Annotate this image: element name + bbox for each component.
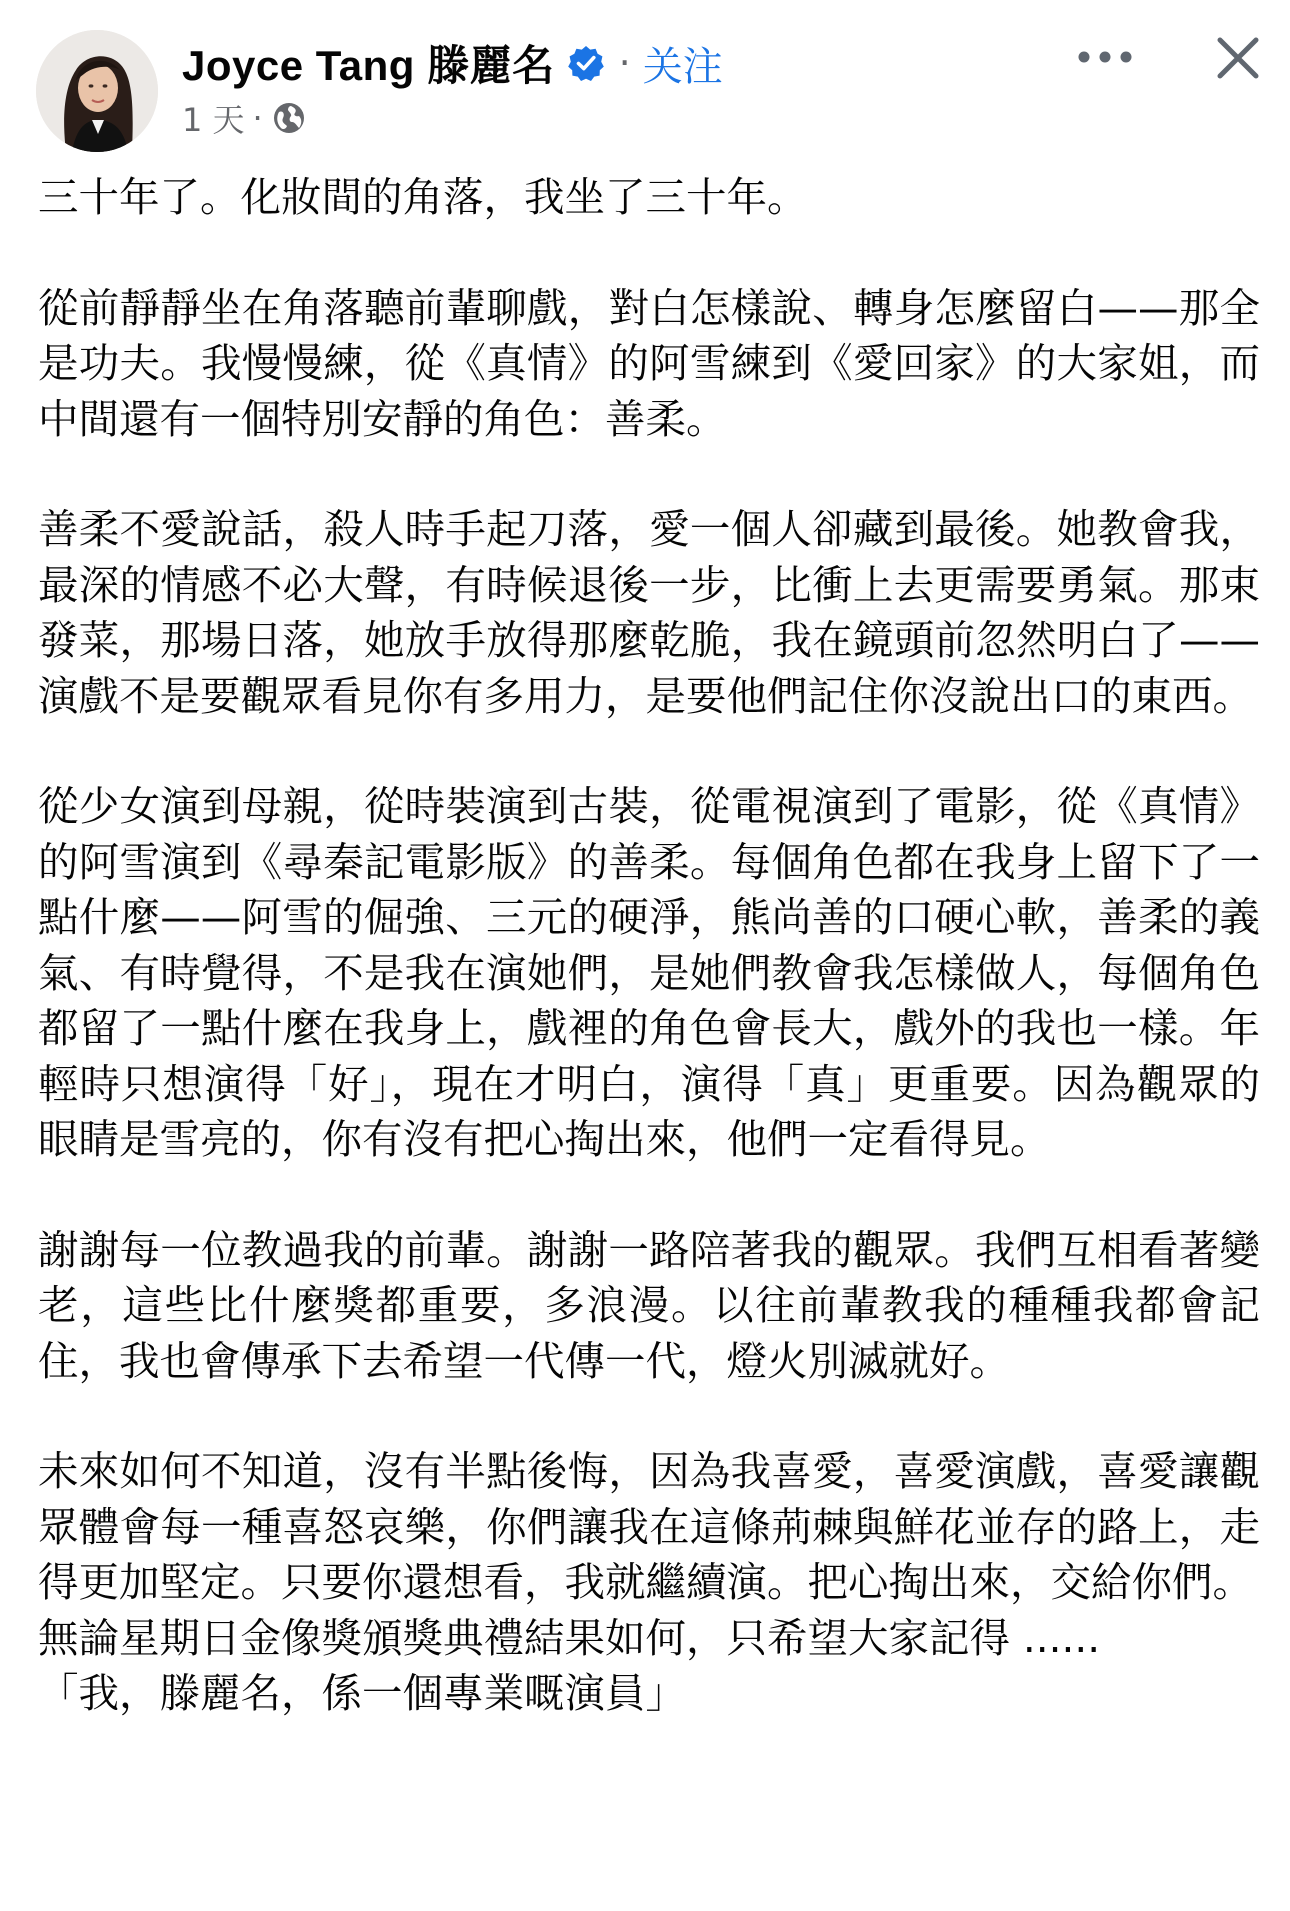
name-separator: ·	[618, 41, 631, 85]
post-meta	[182, 96, 307, 140]
close-button[interactable]	[1210, 30, 1266, 86]
post-paragraph: 從前靜靜坐在角落聽前輩聊戲，對白怎樣說、轉身怎麼留白——那全是功夫。我慢慢練，從《真情》的阿雪練到《愛回家》的大家姐，而中間還有一個特別安靜的角色：善柔。	[38, 283, 1260, 443]
follow-button[interactable]: 关注	[642, 43, 723, 90]
author-row	[182, 34, 723, 92]
post-paragraph: 謝謝每一位教過我的前輩。謝謝一路陪著我的觀眾。我們互相看著變老，這些比什麼獎都重要，多浪漫。以往前輩教我的種種我都會記住，我也會傳承下去希望一代傳一代，燈火別滅就好。	[38, 1225, 1260, 1385]
post-paragraph: 未來如何不知道，沒有半點後悔，因為我喜愛，喜愛演戲，喜愛讓觀眾體會每一種喜怒哀樂，你們讓我在這條荊棘與鮮花並存的路上，走得更加堅定。只要你還想看，我就繼續演。把心掏出來，交給你們。	[38, 1447, 1260, 1606]
globe-icon[interactable]	[271, 100, 307, 136]
post-paragraph: 三十年了。化妝間的角落，我坐了三十年。	[38, 173, 808, 221]
post-header	[0, 0, 1290, 150]
more-options-button[interactable]	[1072, 30, 1138, 84]
meta-separator: ·	[252, 99, 263, 137]
post-paragraph: 從少女演到母親，從時裝演到古裝，從電視演到了電影，從《真情》的阿雪演到《尋秦記電影版》的善柔。每個角色都在我身上留下了一點什麼——阿雪的倔強、三元的硬淨，熊尚善的口硬心軟，善柔的義氣、有時覺得，不是我在演她們，是她們教會我怎樣做人，每個角色都留了一點什麼在我身上，戲裡的角色會長大，戲外的我也一樣。年輕時只想演得「好」，現在才明白，演得「真」更重要。因為觀眾的眼睛是雪亮的，你有沒有把心掏出來，他們一定看得見。	[38, 782, 1260, 1163]
close-icon	[1214, 34, 1262, 82]
closing-line: 「我，滕麗名，係一個專業嘅演員」	[38, 1669, 686, 1717]
closing-line: 無論星期日金像獎頒獎典禮結果如何，只希望大家記得 ......	[38, 1613, 1101, 1662]
author-name[interactable]: Joyce Tang 滕麗名	[182, 42, 555, 89]
avatar-photo	[36, 30, 158, 152]
avatar[interactable]	[36, 30, 158, 152]
post-body	[38, 170, 1260, 1722]
post-timestamp[interactable]: 1 天	[182, 101, 245, 139]
verified-badge-icon	[567, 44, 605, 82]
post-paragraph: 善柔不愛說話，殺人時手起刀落，愛一個人卻藏到最後。她教會我，最深的情感不必大聲，有時候退後一步，比衝上去更需要勇氣。那束發菜，那場日落，她放手放得那麼乾脆，我在鏡頭前忽然明白了——演戲不是要觀眾看見你有多用力，是要他們記住你沒說出口的東西。	[38, 505, 1260, 720]
more-dots-icon	[1075, 49, 1135, 65]
